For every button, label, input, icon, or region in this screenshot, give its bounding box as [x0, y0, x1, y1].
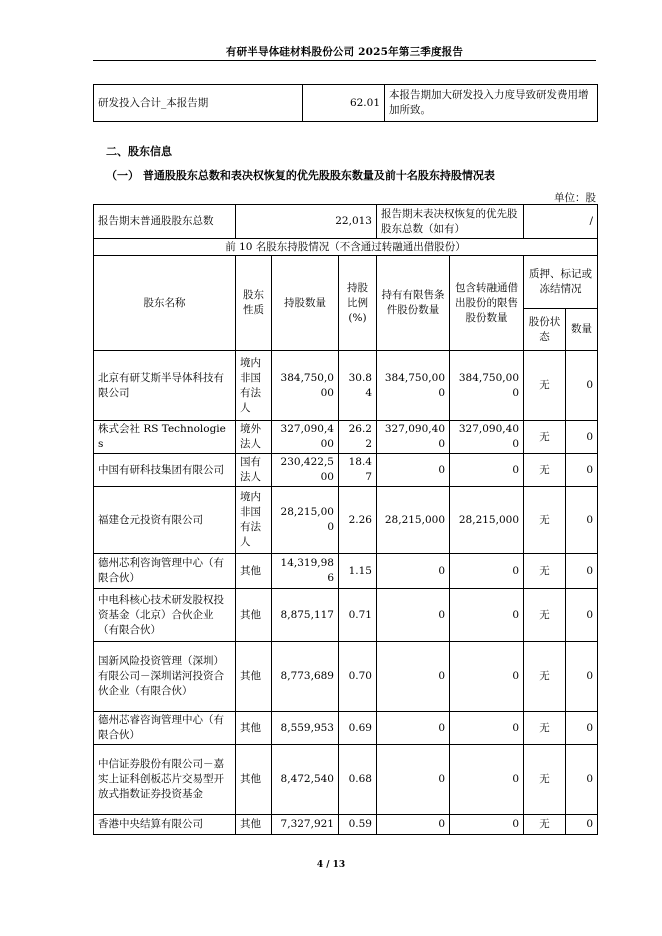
cell-nature: 境内非国有法人: [236, 487, 272, 554]
cell-status: 无: [524, 421, 566, 454]
column-header-row: [94, 256, 598, 309]
total-holders-label: 报告期末普通股股东总数: [94, 205, 236, 239]
cell-shares: 7,327,921: [272, 815, 339, 835]
cell-status: 无: [524, 712, 566, 745]
cell-status: 无: [524, 487, 566, 554]
table-row: [94, 642, 598, 712]
cell-qty: 0: [566, 589, 598, 642]
cell-shares: 327,090,400: [272, 421, 339, 454]
cell-nature: 其他: [236, 589, 272, 642]
table-row: [94, 712, 598, 745]
cell-restricted: 0: [377, 712, 450, 745]
col-lent: 包含转融通借出股份的限售股份数量: [450, 256, 524, 351]
cell-nature: 国有法人: [236, 454, 272, 487]
cell-restricted: 0: [377, 745, 450, 815]
cell-restricted: 28,215,000: [377, 487, 450, 554]
page-number: 4 / 13: [316, 860, 346, 870]
cell-restricted: 0: [377, 554, 450, 589]
table-row: [94, 421, 598, 454]
cell-lent: 0: [450, 554, 524, 589]
pref-holders-value: /: [524, 205, 598, 239]
section-title: 二、股东信息: [106, 145, 172, 158]
cell-qty: 0: [566, 421, 598, 454]
cell-name: 北京有研艾斯半导体科技有限公司: [94, 351, 236, 421]
cell-lent: 0: [450, 589, 524, 642]
caption-row: [94, 239, 598, 256]
cell-restricted: 0: [377, 642, 450, 712]
cell-ratio: 18.47: [339, 454, 377, 487]
cell-ratio: 0.71: [339, 589, 377, 642]
col-shares: 持股数量: [272, 256, 339, 351]
cell-nature: 境内非国有法人: [236, 351, 272, 421]
cell-qty: 0: [566, 712, 598, 745]
col-nature: 股东性质: [236, 256, 272, 351]
cell-qty: 0: [566, 554, 598, 589]
cell-name: 中电科核心技术研发股权投资基金（北京）合伙企业（有限合伙）: [94, 589, 236, 642]
table-row: [94, 454, 598, 487]
cell-status: 无: [524, 454, 566, 487]
cell-name: 中信证券股份有限公司－嘉实上证科创板芯片交易型开放式指数证券投资基金: [94, 745, 236, 815]
shareholder-table: [93, 204, 598, 835]
cell-status: 无: [524, 642, 566, 712]
cell-name: 德州芯睿咨询管理中心（有限合伙）: [94, 712, 236, 745]
cell-shares: 28,215,000: [272, 487, 339, 554]
cell-name: 德州芯利咨询管理中心（有限合伙）: [94, 554, 236, 589]
cell-shares: 8,773,689: [272, 642, 339, 712]
cell-name: 香港中央结算有限公司: [94, 815, 236, 835]
cell-name: 国新风险投资管理（深圳）有限公司－深圳诺河投资合伙企业（有限合伙）: [94, 642, 236, 712]
cell-qty: 0: [566, 487, 598, 554]
cell-shares: 8,472,540: [272, 745, 339, 815]
page-header-title: 有研半导体硅材料股份公司 2025年第三季度报告: [225, 46, 464, 58]
cell-name: 福建仓元投资有限公司: [94, 487, 236, 554]
cell-nature: 其他: [236, 554, 272, 589]
cell-shares: 384,750,000: [272, 351, 339, 421]
col-pledge-qty: 数量: [566, 309, 598, 351]
table-row: [94, 815, 598, 835]
top10-caption: 前 10 名股东持股情况（不含通过转融通出借股份）: [94, 239, 598, 256]
cell-nature: 其他: [236, 745, 272, 815]
cell-qty: 0: [566, 454, 598, 487]
cell-nature: 其他: [236, 712, 272, 745]
cell-status: 无: [524, 589, 566, 642]
cell-lent: 327,090,400: [450, 421, 524, 454]
cell-lent: 28,215,000: [450, 487, 524, 554]
cell-shares: 230,422,500: [272, 454, 339, 487]
cell-restricted: 384,750,000: [377, 351, 450, 421]
cell-qty: 0: [566, 642, 598, 712]
cell-status: 无: [524, 351, 566, 421]
cell-lent: 384,750,000: [450, 351, 524, 421]
cell-status: 无: [524, 815, 566, 835]
cell-ratio: 0.70: [339, 642, 377, 712]
col-pledge-status: 股份状态: [524, 309, 566, 351]
rd-table-row: [94, 85, 598, 122]
cell-ratio: 0.69: [339, 712, 377, 745]
pref-holders-label: 报告期末表决权恢复的优先股股东总数（如有）: [377, 205, 524, 239]
cell-ratio: 0.59: [339, 815, 377, 835]
cell-nature: 其他: [236, 815, 272, 835]
cell-restricted: 327,090,400: [377, 421, 450, 454]
col-name: 股东名称: [94, 256, 236, 351]
cell-ratio: 26.22: [339, 421, 377, 454]
cell-restricted: 0: [377, 815, 450, 835]
rd-table: [93, 84, 598, 122]
header-rule: [93, 60, 596, 61]
unit-label: 单位：股: [554, 192, 596, 204]
cell-nature: 其他: [236, 642, 272, 712]
table-row: [94, 745, 598, 815]
col-pledge: 质押、标记或冻结情况: [524, 256, 598, 309]
cell-lent: 0: [450, 712, 524, 745]
col-ratio: 持股比例(%): [339, 256, 377, 351]
table-row: [94, 589, 598, 642]
section-subtitle: （一） 普通股股东总数和表决权恢复的优先股股东数量及前十名股东持股情况表: [106, 169, 495, 182]
cell-qty: 0: [566, 745, 598, 815]
cell-ratio: 0.68: [339, 745, 377, 815]
rd-item: 研发投入合计_本报告期: [94, 85, 303, 122]
cell-ratio: 2.26: [339, 487, 377, 554]
cell-lent: 0: [450, 642, 524, 712]
cell-restricted: 0: [377, 589, 450, 642]
cell-name: 中国有研科技集团有限公司: [94, 454, 236, 487]
cell-nature: 境外法人: [236, 421, 272, 454]
rd-reason: 本报告期加大研发投入力度导致研发费用增加所致。: [385, 85, 598, 122]
cell-qty: 0: [566, 815, 598, 835]
cell-restricted: 0: [377, 454, 450, 487]
cell-qty: 0: [566, 351, 598, 421]
col-restricted: 持有有限售条件股份数量: [377, 256, 450, 351]
cell-name: 株式会社 RS Technologies: [94, 421, 236, 454]
total-holders-value: 22,013: [236, 205, 377, 239]
summary-row: [94, 205, 598, 239]
cell-shares: 14,319,986: [272, 554, 339, 589]
cell-ratio: 30.84: [339, 351, 377, 421]
rd-value: 62.01: [303, 85, 385, 122]
cell-lent: 0: [450, 815, 524, 835]
cell-status: 无: [524, 745, 566, 815]
cell-shares: 8,875,117: [272, 589, 339, 642]
cell-status: 无: [524, 554, 566, 589]
cell-lent: 0: [450, 454, 524, 487]
cell-lent: 0: [450, 745, 524, 815]
cell-ratio: 1.15: [339, 554, 377, 589]
table-row: [94, 554, 598, 589]
table-row: [94, 351, 598, 421]
table-row: [94, 487, 598, 554]
cell-shares: 8,559,953: [272, 712, 339, 745]
